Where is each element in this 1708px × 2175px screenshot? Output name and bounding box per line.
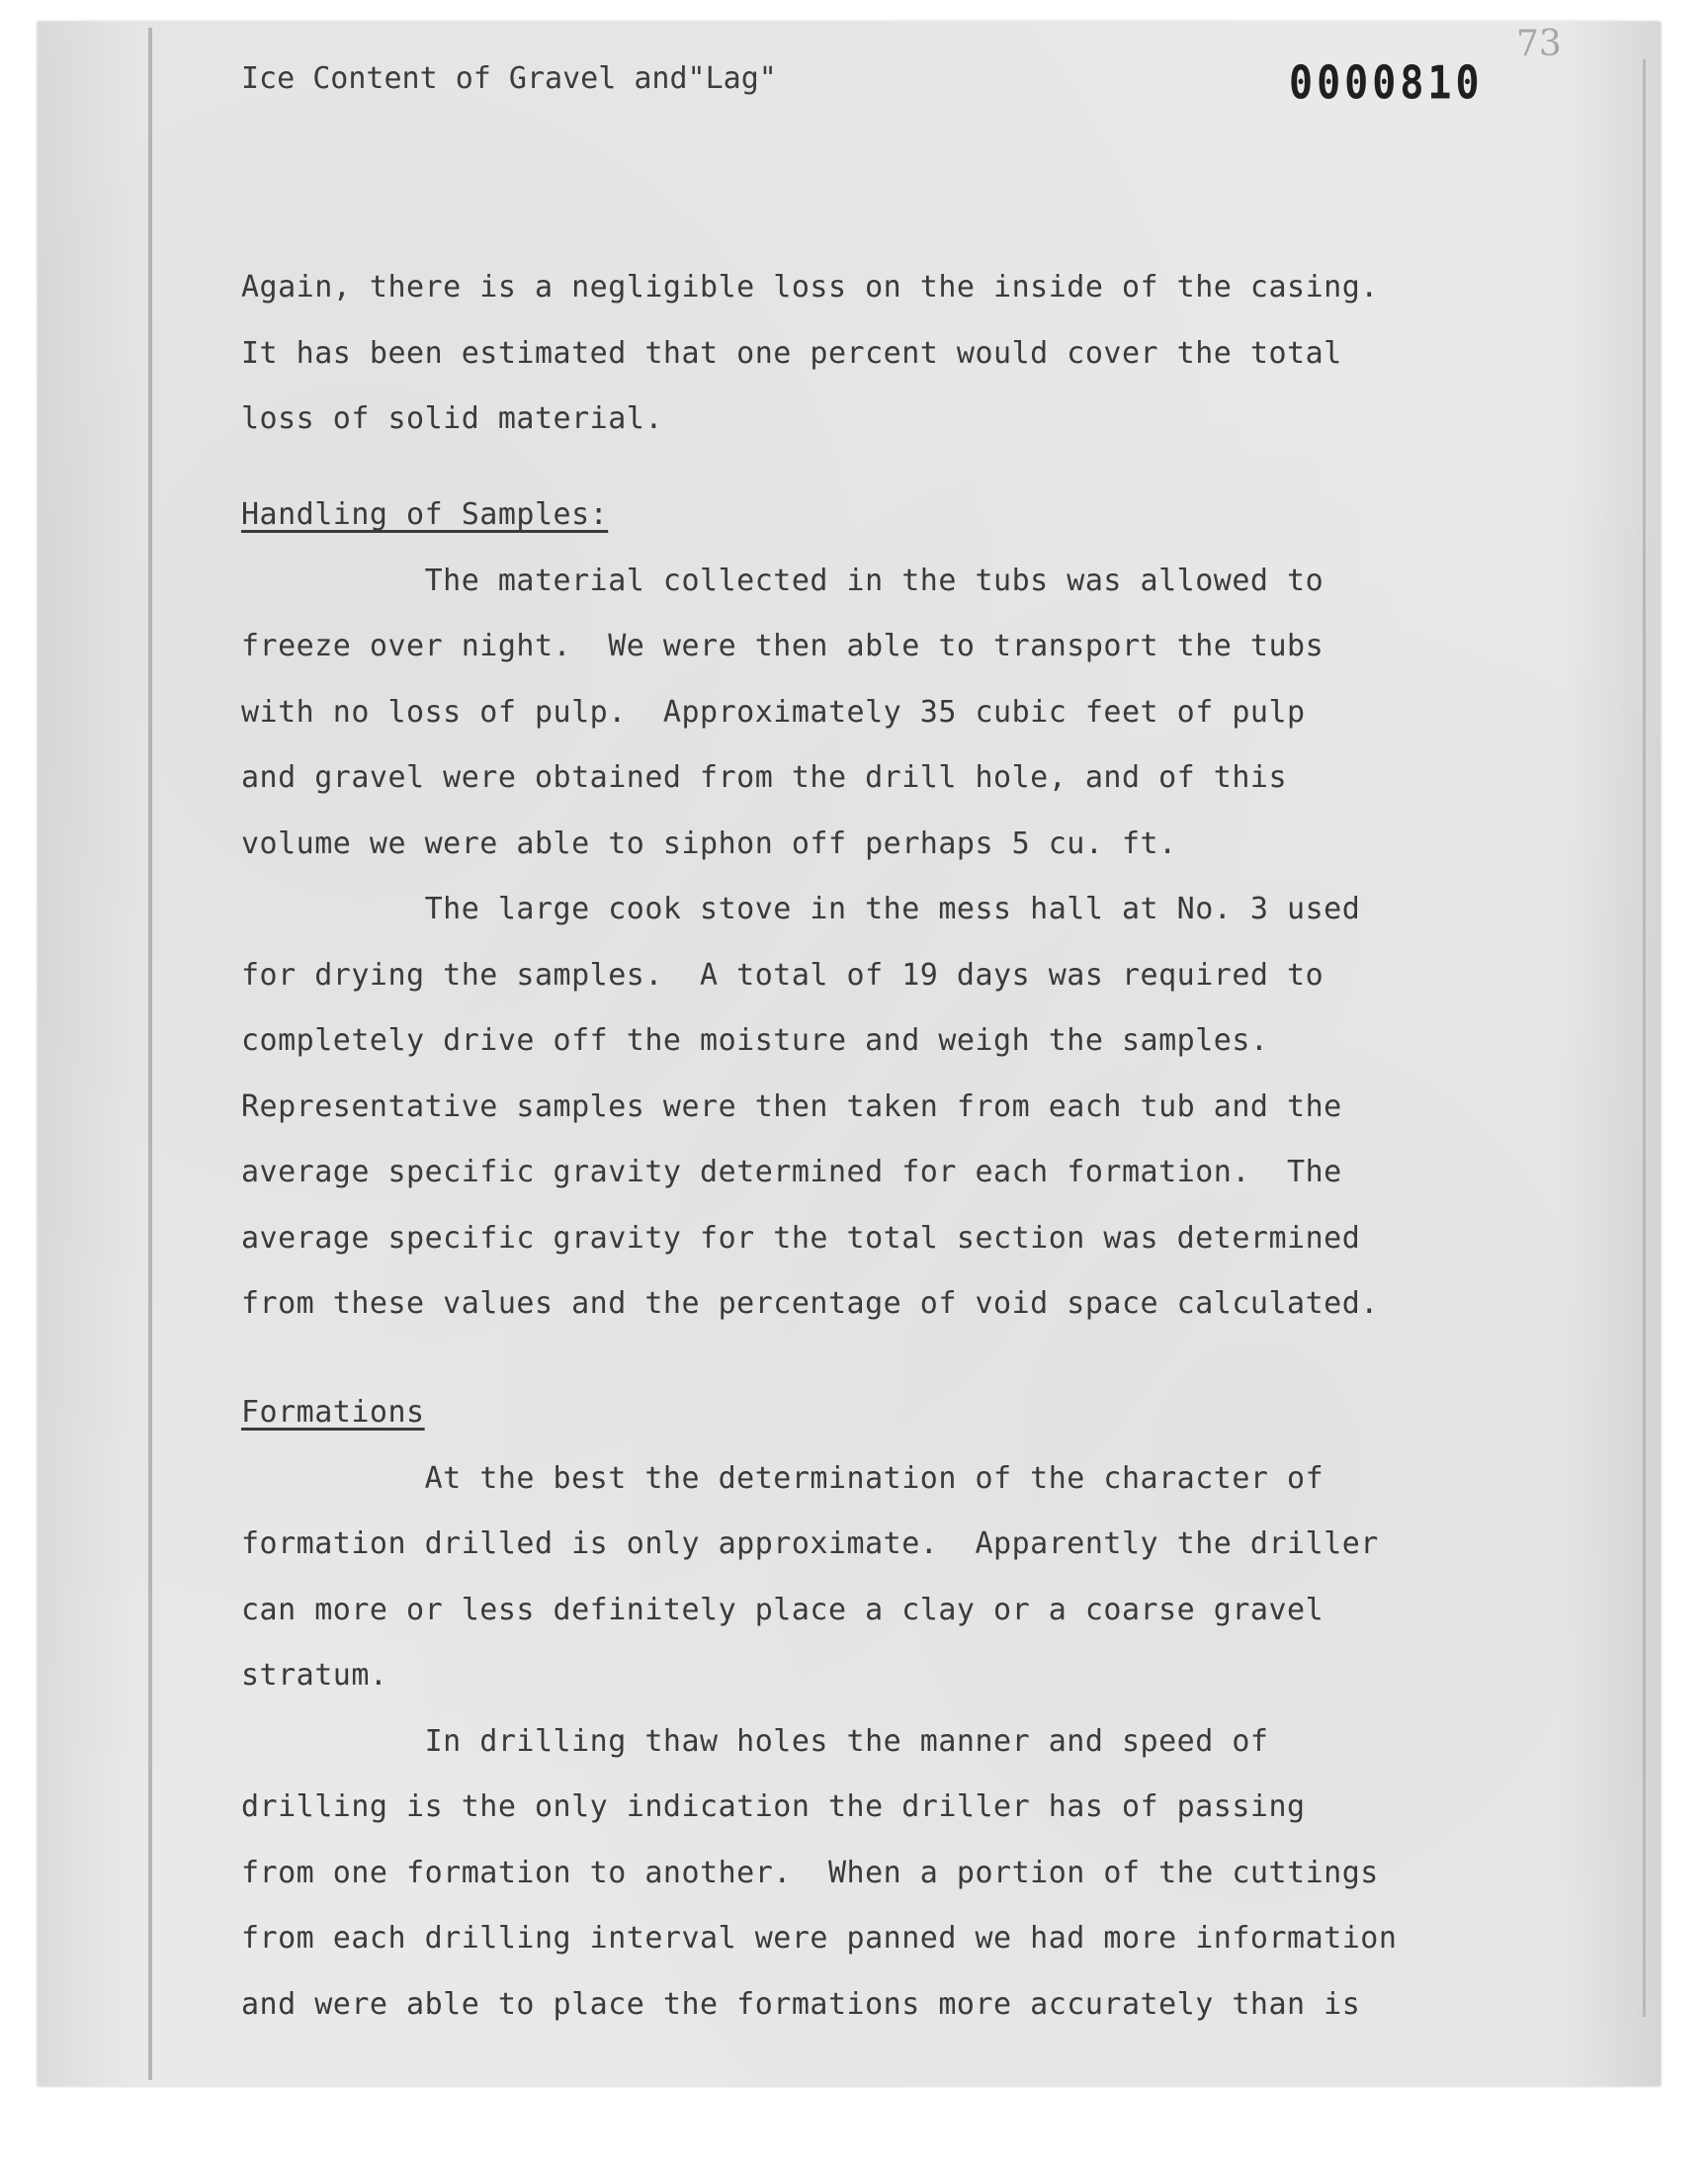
section-heading-handling: Handling of Samples: xyxy=(241,497,609,532)
text-line: from these values and the percentage of void space calculated. xyxy=(241,1286,1379,1321)
text-line: for drying the samples. A total of 19 days was required to xyxy=(241,957,1324,993)
document-number-stamp: 0000810 xyxy=(1289,57,1484,110)
text-line: volume we were able to siphon off perhaps 5 cu. ft. xyxy=(241,826,1177,861)
text-line: Representative samples were then taken from each tub and the xyxy=(241,1088,1342,1124)
text-line: At the best the determination of the character of xyxy=(241,1460,1324,1496)
text-line: with no loss of pulp. Approximately 35 cubic feet of pulp xyxy=(241,694,1306,730)
text-line: Again, there is a negligible loss on the inside of the casing. xyxy=(241,270,1379,304)
text-line: drilling is the only indication the driller has of passing xyxy=(241,1789,1306,1824)
text-line: loss of solid material. xyxy=(241,401,663,436)
right-edge-shadow xyxy=(1643,59,1646,2017)
text-line: The large cook stove in the mess hall at No. 3 used xyxy=(241,892,1361,926)
text-line: average specific gravity determined for each formation. The xyxy=(241,1155,1342,1189)
text-line: The material collected in the tubs was allowed to xyxy=(241,563,1324,598)
text-line: It has been estimated that one percent would cover the total xyxy=(241,335,1342,371)
section-heading-formations: Formations xyxy=(241,1395,425,1430)
page-header-title: Ice Content of Gravel and"Lag" xyxy=(241,61,777,96)
handling-of-samples-section xyxy=(241,482,1625,1338)
text-line: formation drilled is only approximate. Apparently the driller xyxy=(241,1526,1379,1561)
text-line: from each drilling interval were panned we had more information xyxy=(241,1921,1398,1956)
left-margin-rule xyxy=(148,28,152,2080)
text-line: stratum. xyxy=(241,1658,388,1693)
text-line: from one formation to another. When a portion of the cuttings xyxy=(241,1855,1379,1890)
text-line: and were able to place the formations more accurately than is xyxy=(241,1986,1361,2022)
formations-section xyxy=(241,1380,1625,2038)
text-line: In drilling thaw holes the manner and speed of xyxy=(241,1723,1269,1759)
text-line: freeze over night. We were then able to transport the tubs xyxy=(241,629,1324,663)
text-line: can more or less definitely place a clay or a coarse gravel xyxy=(241,1592,1324,1627)
corner-page-mark: 73 xyxy=(1516,24,1562,64)
text-line: completely drive off the moisture and weigh the samples. xyxy=(241,1023,1269,1058)
intro-paragraph xyxy=(241,255,1625,453)
text-line: and gravel were obtained from the drill hole, and of this xyxy=(241,760,1288,795)
text-line: average specific gravity for the total section was determined xyxy=(241,1220,1361,1256)
